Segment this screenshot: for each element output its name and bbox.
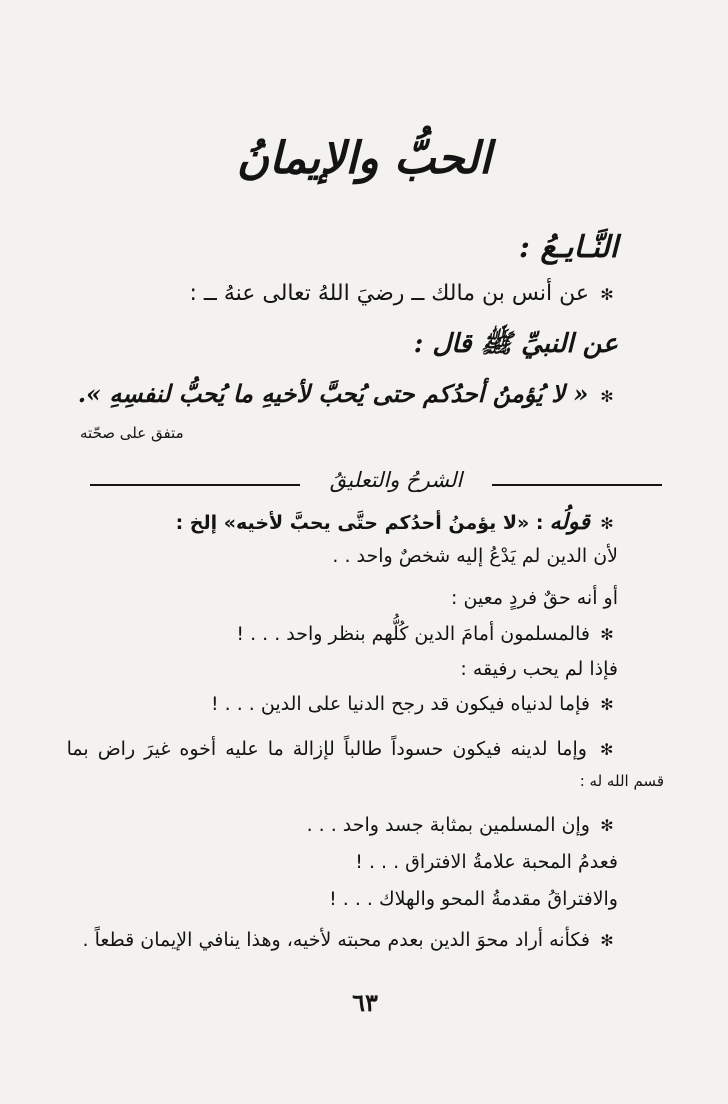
bullet-star-icon: ✻	[600, 625, 614, 644]
commentary-line-4	[80, 622, 618, 647]
commentary-header: الشرحُ والتعليقُ	[329, 468, 463, 492]
narrator-line	[80, 280, 618, 309]
bullet-star-icon: ✻	[600, 816, 614, 835]
commentary-line-9	[80, 813, 618, 838]
page-number: ٦٣	[352, 988, 378, 1017]
commentary-line-9-text: وإن المسلمين بمثابة جسد واحد . . .	[306, 814, 590, 836]
bullet-star-icon: ✻	[600, 387, 614, 406]
narrator-text: عن أنس بن مالك ــ رضيَ اللهُ تعالى عنهُ ــ :	[189, 281, 589, 306]
commentary-line-12-text: فكأنه أراد محوَ الدين بعدم محبته لأخيه، وهذا ينافي الإيمان قطعاً .	[82, 929, 590, 951]
commentary-line-5: فإذا لم يحب رفيقه :	[460, 658, 618, 680]
lead-label: قولُه	[549, 509, 590, 535]
bullet-star-icon: ✻	[599, 740, 614, 759]
hadith-text: « لا يُؤمنُ أحدُكم حتى يُحبَّ لأخيهِ ما يُحبُّ لنفسِهِ ».	[77, 379, 589, 408]
commentary-line-2: لأن الدين لم يَدْعُ إليه شخصٌ واحد . .	[332, 545, 618, 567]
commentary-line-4-text: فالمسلمون أمامَ الدين كُلُّهم بنظر واحد . . . !	[236, 623, 590, 645]
commentary-line-12	[80, 928, 618, 953]
commentary-line-10: فعدمُ المحبة علامةُ الافتراق . . . !	[355, 851, 618, 873]
chapter-title: الحبُّ والإيمانُ	[236, 133, 492, 184]
commentary-line-7	[66, 737, 618, 762]
bullet-star-icon: ✻	[600, 695, 614, 714]
commentary-line-11: والافتراقُ مقدمةُ المحو والهلاك . . . !	[329, 888, 618, 910]
commentary-line-8: قسم الله له :	[579, 772, 664, 790]
bullet-star-icon: ✻	[600, 514, 614, 533]
section-label: النَّـايـعُ :	[518, 230, 618, 265]
commentary-divider	[90, 460, 662, 500]
lead-quote: : «لا يؤمنُ أحدُكم حتَّى يحبَّ لأخيه» إلخ :	[175, 512, 544, 534]
commentary-line-6-text: فإما لدنياه فيكون قد رجح الدنيا على الدين . . . !	[210, 693, 590, 715]
commentary-line-6	[80, 692, 618, 717]
commentary-lead	[80, 508, 618, 537]
divider-rule-left	[90, 484, 300, 486]
hadith-source: متفق على صحّته	[80, 424, 184, 442]
commentary-line-7-text: وإما لدينه فيكون حسوداً طالباً لإزالة ما عليه أخوه غيرَ راض بما	[66, 738, 587, 760]
commentary-line-3: أو أنه حقٌ فردٍ معين :	[451, 587, 618, 609]
prophet-line: عن النبيِّ ﷺ قال :	[413, 329, 618, 359]
bullet-star-icon: ✻	[600, 285, 614, 304]
divider-rule-right	[492, 484, 662, 486]
bullet-star-icon: ✻	[600, 931, 614, 950]
hadith-line	[77, 378, 618, 410]
